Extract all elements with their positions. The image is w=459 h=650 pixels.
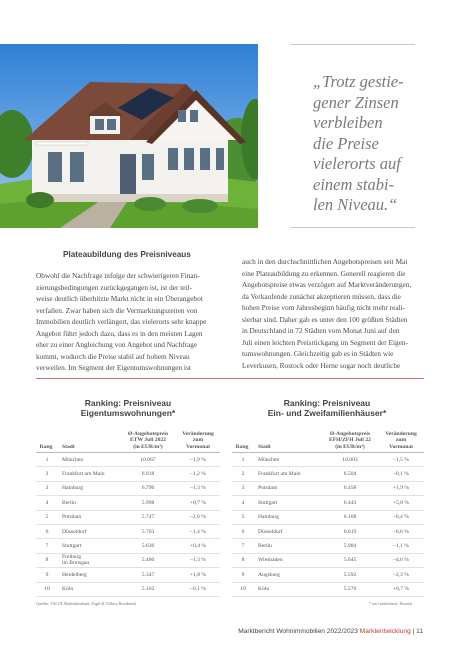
city-cell: Köln xyxy=(62,586,74,593)
change-cell: –0,6 % xyxy=(393,528,409,535)
ranking-table-houses xyxy=(232,426,424,597)
col-change-header: Veränderung zum Vormonat xyxy=(182,431,214,450)
price-cell: 6.168 xyxy=(343,514,357,521)
city-cell: München xyxy=(62,456,84,463)
rank-cell: 1 xyxy=(241,456,245,463)
rank-cell: 4 xyxy=(241,499,245,506)
col-city-header: Stadt xyxy=(62,443,75,450)
table-row xyxy=(36,525,220,539)
table-row xyxy=(232,511,424,525)
table-row xyxy=(36,467,220,481)
col-city-header: Stadt xyxy=(258,443,271,450)
price-cell: 6.019 xyxy=(343,528,357,535)
table-left-title-line1: Ranking: Preisniveau xyxy=(84,398,172,408)
price-cell: 5.460 xyxy=(141,557,155,564)
change-cell: +1,9 % xyxy=(392,485,410,492)
table-row xyxy=(232,568,424,582)
change-cell: –0,1 % xyxy=(393,471,409,478)
change-cell: –1,4 % xyxy=(190,528,206,535)
change-cell: –2,6 % xyxy=(190,514,206,521)
footer-section: Marktentwicklung xyxy=(359,628,411,635)
price-cell: 5.636 xyxy=(141,543,155,550)
change-cell: –2,3 % xyxy=(393,571,409,578)
col-price-header: Ø-Angebotspreis EFH/ZFH Juli 22 (in EUR/m²) xyxy=(329,431,371,450)
price-cell: 5.703 xyxy=(141,528,155,535)
col-change-header: Veränderung zum Vormonat xyxy=(385,431,417,450)
city-cell: Wiesbaden xyxy=(258,557,283,564)
change-cell: –4,6 % xyxy=(393,557,409,564)
city-cell: Heidelberg xyxy=(62,571,87,578)
table-row xyxy=(36,568,220,582)
rank-cell: 3 xyxy=(45,485,49,492)
section-heading: Plateaubildung des Preisniveaus xyxy=(63,250,191,259)
table-body xyxy=(232,453,424,597)
city-cell: Hamburg xyxy=(258,514,280,521)
footer-report-title: Marktbericht Wohnimmobilien 2022/2023 xyxy=(238,628,358,635)
article-column-right: auch in den durchschnittlichen Angebotspreisen seit Mai eine Plateaubildung zu erkennen. Generell reagieren die Angebotspreise etwas verzögert auf Marktveränderungen, da Verkaufende zunächst akzeptieren müssen, dass die hohen Preise vom Jahresbeginn häufig nicht mehr reali- sierbar sind. Daher gab es unter den 100 größten Städten in Deutschland in 72 Städten vom Monat Juni auf den Juli einen leichten Preisrückgang im Segment der Eigen- tumswohnungen. Gleichzeitig gab es in Städten wie Leverkusen, Rostock oder Herne sogar noch deutliche xyxy=(242,257,412,370)
footer-separator: | xyxy=(412,628,415,635)
rank-cell: 5 xyxy=(45,514,49,521)
city-cell: Stuttgart xyxy=(258,499,278,506)
table-row xyxy=(232,525,424,539)
price-cell: 5.162 xyxy=(141,586,155,593)
rank-cell: 4 xyxy=(45,499,49,506)
city-cell: Potsdam xyxy=(62,514,82,521)
price-cell: 6.504 xyxy=(343,471,357,478)
city-cell: Köln xyxy=(258,586,270,593)
price-cell: 5.347 xyxy=(141,571,155,578)
table-row xyxy=(232,539,424,553)
price-cell: 5.645 xyxy=(343,557,357,564)
price-cell: 6.443 xyxy=(343,499,357,506)
city-cell: München xyxy=(258,456,280,463)
price-cell: 6.796 xyxy=(141,485,155,492)
city-cell: Frankfurt am Main xyxy=(62,471,105,478)
table-left-title xyxy=(36,398,220,418)
rank-cell: 6 xyxy=(241,528,245,535)
change-cell: –0,1 % xyxy=(190,586,206,593)
rank-cell: 6 xyxy=(45,528,49,535)
col-price-header: Ø-Angebotspreis ETW Juli 2022 (in EUR/m²) xyxy=(127,431,169,450)
table-body xyxy=(36,453,220,597)
price-cell: 6.458 xyxy=(343,485,357,492)
article-column-left: Obwohl die Nachfrage infolge der schwierigeren Finan- zierungsbedingungen zurückgegangen ist, ist der teil- weise deutlich überhitzte Markt nicht in ein Überangebot verfallen. Zwar haben sich die Vermarktungszeiten von Immobilien deutlich verlängert, das vielerorts sehr knappe Angebot führt jedoch dazu, dass es in den meisten Lagen eher zu einer Angleichung von Angebot und Nachfrage kommt, wodurch die Preise stabil auf hohem Niveau verweilen. Im Segment der Eigentumswohnungen ist xyxy=(36,271,207,373)
change-cell: –1,1 % xyxy=(393,543,409,550)
price-cell: 5.984 xyxy=(343,543,357,550)
city-cell: Frankfurt am Main xyxy=(258,471,301,478)
table-right-title-line1: Ranking: Preisniveau xyxy=(283,398,371,408)
change-cell: +0,4 % xyxy=(189,543,207,550)
rank-cell: 5 xyxy=(241,514,245,521)
city-cell: Düsseldorf xyxy=(258,528,283,535)
rank-cell: 7 xyxy=(45,543,49,550)
rank-cell: 10 xyxy=(44,586,50,593)
ranking-table-apartments xyxy=(36,426,220,597)
table-row xyxy=(36,539,220,553)
table-row xyxy=(232,583,424,597)
price-cell: 5.747 xyxy=(141,514,155,521)
change-cell: +0,7 % xyxy=(189,499,207,506)
rank-cell: 10 xyxy=(240,586,246,593)
rank-cell: 3 xyxy=(241,485,245,492)
col-rank-header: Rang xyxy=(235,443,249,450)
house-photo xyxy=(0,44,258,228)
table-row xyxy=(232,482,424,496)
table-right-title xyxy=(230,398,424,418)
price-cell: 10.067 xyxy=(140,456,156,463)
change-cell: –1,3 % xyxy=(190,485,206,492)
city-cell: Hamburg xyxy=(62,485,84,492)
table-row xyxy=(232,467,424,481)
table-row xyxy=(36,482,220,496)
table-right-title-line2: Ein- und Zweifamilienhäuser* xyxy=(267,408,387,418)
city-cell: Berlin xyxy=(258,543,272,550)
rank-cell: 1 xyxy=(45,456,49,463)
rank-cell: 8 xyxy=(241,557,245,564)
quote-rule-top xyxy=(290,44,415,45)
rank-cell: 7 xyxy=(241,543,245,550)
pull-quote: „Trotz gestie- gener Zinsen verbleiben die Preise vielerorts auf einem stabi- len Niveau.“ xyxy=(313,72,404,214)
footnote: * aus Größenlaufe, Bestand xyxy=(369,602,413,606)
rank-cell: 9 xyxy=(241,571,245,578)
table-header xyxy=(36,426,220,453)
city-cell: Berlin xyxy=(62,499,76,506)
change-cell: –1,3 % xyxy=(190,557,206,564)
table-row xyxy=(36,583,220,597)
divider-rule xyxy=(36,378,424,379)
change-cell: –1,2 % xyxy=(190,471,206,478)
price-cell: 10.003 xyxy=(342,456,358,463)
change-cell: –0,4 % xyxy=(393,514,409,521)
change-cell: +5,8 % xyxy=(392,499,410,506)
price-cell: 5.592 xyxy=(343,571,357,578)
table-left-title-line2: Eigentumswohnungen* xyxy=(80,408,176,418)
table-row xyxy=(232,554,424,568)
table-row xyxy=(36,554,220,568)
rank-cell: 2 xyxy=(241,471,245,478)
col-rank-header: Rang xyxy=(39,443,53,450)
table-row xyxy=(36,453,220,467)
change-cell: –1,9 % xyxy=(190,456,206,463)
change-cell: +0,7 % xyxy=(392,586,410,593)
city-cell: Stuttgart xyxy=(62,543,82,550)
rank-cell: 2 xyxy=(45,471,49,478)
city-cell: Potsdam xyxy=(258,485,278,492)
price-cell: 5.570 xyxy=(343,586,357,593)
table-row xyxy=(232,453,424,467)
table-row xyxy=(232,496,424,510)
source-note: Quellen: VALUE Marktdatenbank, Engel & Völkers Residential xyxy=(36,602,137,606)
page-footer xyxy=(0,628,423,635)
rank-cell: 8 xyxy=(45,557,49,564)
quote-rule-bottom xyxy=(290,227,415,228)
city-cell: Düsseldorf xyxy=(62,528,87,535)
rank-cell: 9 xyxy=(45,571,49,578)
table-header xyxy=(232,426,424,453)
price-cell: 5.998 xyxy=(141,499,155,506)
page-number: 11 xyxy=(416,628,423,635)
table-row xyxy=(36,511,220,525)
city-cell: Freiburg im Breisgau xyxy=(62,554,90,567)
change-cell: –1,5 % xyxy=(393,456,409,463)
table-row xyxy=(36,496,220,510)
price-cell: 6.918 xyxy=(141,471,155,478)
city-cell: Augsburg xyxy=(258,571,280,578)
change-cell: +1,8 % xyxy=(189,571,207,578)
